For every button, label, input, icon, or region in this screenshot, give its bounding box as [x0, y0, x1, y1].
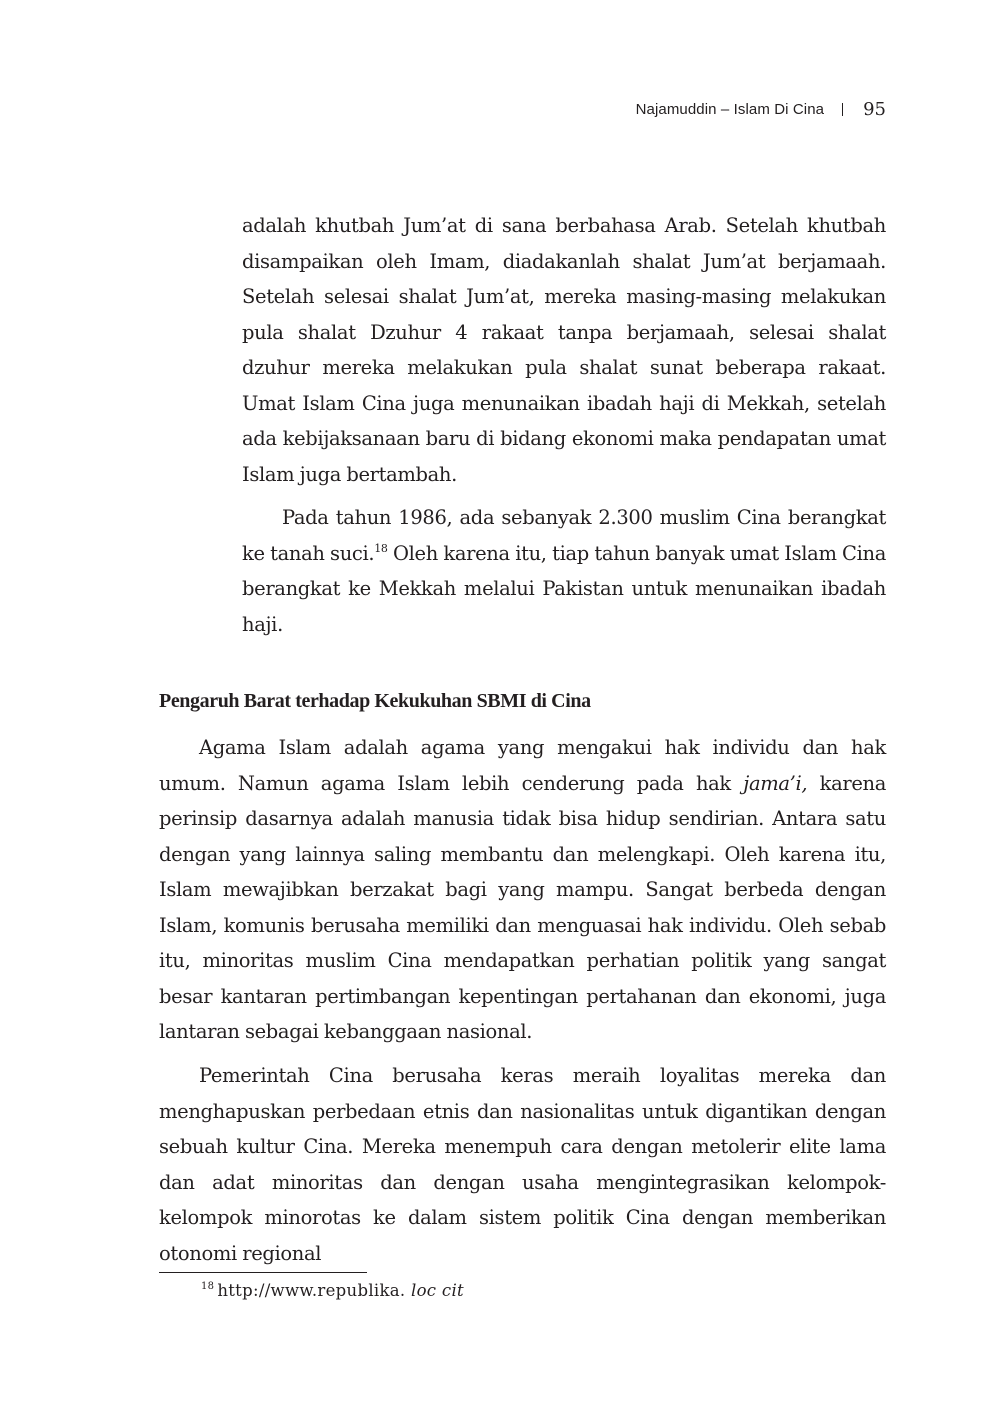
footnote-citation: loc cit: [411, 1281, 464, 1300]
page-number: 95: [863, 98, 886, 120]
italic-term: jama’i,: [743, 771, 808, 795]
paragraph-text: Agama Islam adalah agama yang mengakui hak individu dan hak umum. Namun agama Islam lebih cenderung pada hak: [159, 736, 886, 795]
paragraph-text: karena perinsip dasarnya adalah manusia tidak bisa hidup sendirian. Antara satu dengan yang lainnya saling membantu dan melengkapi. Oleh karena itu, Islam mewajibkan berzakat bagi yang mampu. Sangat berbeda dengan Islam, komunis berusaha memiliki dan menguasai hak individu. Oleh sebab itu, minoritas muslim Cina mendapatkan perhatian politik yang sangat besar kantaran pertimbangan kepentingan pertahanan dan ekonomi, juga lantaran sebagai kebanggaan nasional.: [159, 771, 886, 1043]
footnote: [201, 1281, 464, 1300]
paragraph-government: [159, 1058, 886, 1271]
running-header: [636, 97, 886, 121]
paragraph-continued: [242, 208, 886, 492]
paragraph-text: Pada tahun 1986, ada sebanyak 2.300 muslim Cina berangkat ke tanah suci.: [242, 506, 886, 565]
header-separator: [842, 103, 843, 116]
paragraph-islam-rights: [159, 730, 886, 1050]
footnote-number: 18: [201, 1281, 215, 1292]
paragraph-text: Pemerintah Cina berusaha keras meraih loyalitas mereka dan menghapuskan perbedaan etnis dan nasionalitas untuk digantikan dengan sebuah kultur Cina. Mereka menempuh cara dengan metolerir elite lama dan adat minoritas dan dengan usaha mengintegrasikan kelompok-kelompok minorotas ke dalam sistem politik Cina dengan memberikan otonomi regional: [159, 1064, 886, 1265]
footnote-divider: [159, 1272, 367, 1273]
paragraph-text: Oleh karena itu, tiap tahun banyak umat Islam Cina berangkat ke Mekkah melalui Pakistan untuk menunaikan ibadah haji.: [242, 541, 886, 636]
footnote-link[interactable]: http://www.republika.: [217, 1281, 406, 1300]
footnote-reference[interactable]: 18: [374, 541, 388, 555]
paragraph-text: adalah khutbah Jum’at di sana berbahasa Arab. Setelah khutbah disampaikan oleh Imam, diadakanlah shalat Jum’at berjamaah. Setelah selesai shalat Jum’at, mereka masing-masing melakukan pula shalat Dzuhur 4 rakaat tanpa berjamaah, selesai shalat dzuhur mereka melakukan pula shalat sunat beberapa rakaat. Umat Islam Cina juga menunaikan ibadah haji di Mekkah, setelah ada kebijaksanaan baru di bidang ekonomi maka pendapatan umat Islam juga bertambah.: [242, 214, 886, 486]
paragraph-hajj: [242, 500, 886, 642]
section-heading: Pengaruh Barat terhadap Kekukuhan SBMI di Cina: [159, 690, 591, 712]
running-title: Najamuddin – Islam Di Cina: [635, 100, 825, 118]
